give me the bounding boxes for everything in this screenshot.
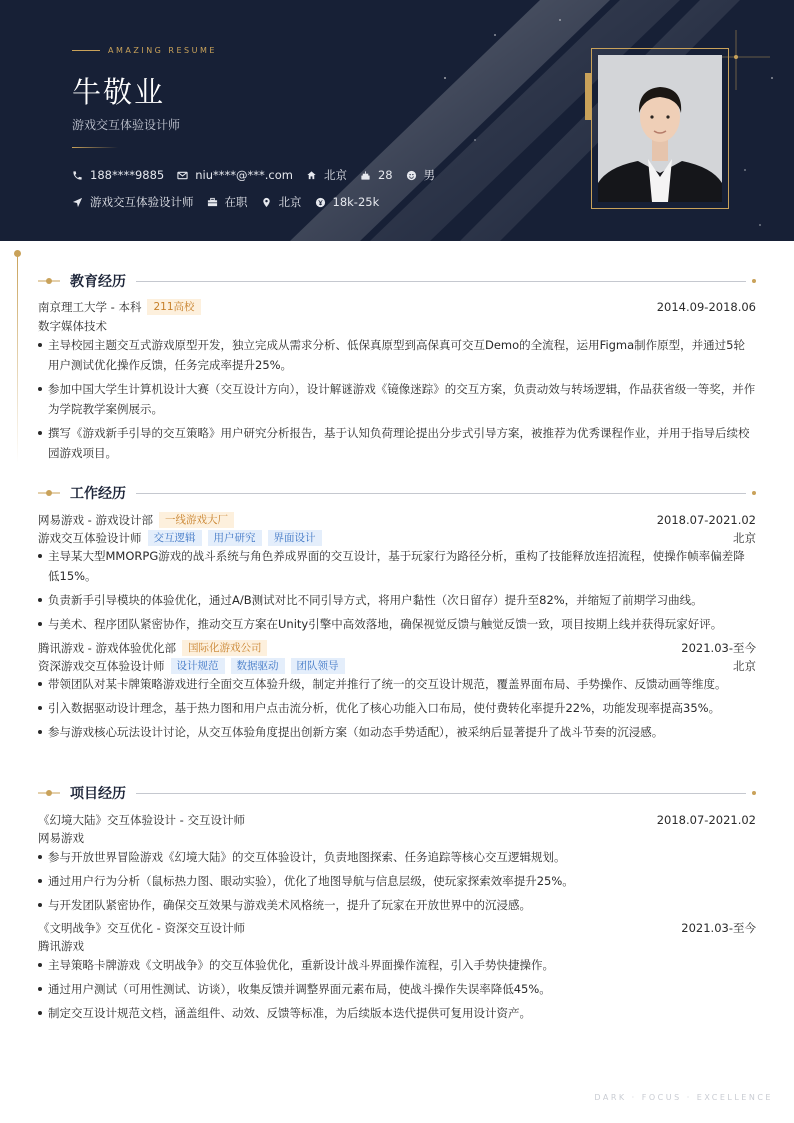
skill-tag: 团队领导 [291,658,345,674]
project-name: 《幻境大陆》交互体验设计 - 交互设计师 [38,813,245,827]
job-role: 资深游戏交互体验设计师 [38,659,165,673]
section-projects-header [38,783,756,803]
salary-item: 18k-25k [315,195,380,209]
list-item: 参与游戏核心玩法设计讨论，从交互体验角度提出创新方案（如动态手势适配），被采纳后显著提升了战斗节奏的沉浸感。 [38,722,756,742]
work-entry-header [38,512,756,528]
list-item: 参加中国大学生计算机设计大赛（交互设计方向），设计解谜游戏《镜像迷踪》的交互方案，负责动效与转场逻辑，作品获省级一等奖，并作为学院教学案例展示。 [38,379,756,419]
job-intent-row [72,194,392,210]
section-title: 工作经历 [70,486,126,502]
avatar [598,55,722,202]
list-item: 负责新手引导模块的体验优化，通过A/B测试对比不同引导方式，将用户黏性（次日留存）提升至82%，并缩短了前期学习曲线。 [38,590,756,610]
cake-icon [360,170,371,181]
header-tagline: AMAZING RESUME [72,46,217,55]
education-bullets [38,335,756,467]
target-role-item: 游戏交互体验设计师 [72,194,194,210]
mail-icon [177,170,188,181]
work-city: 北京 [733,531,756,545]
skill-tag: 交互逻辑 [148,530,202,546]
section-title: 教育经历 [70,274,126,290]
list-item: 通过用户测试（可用性测试、访谈），收集反馈并调整界面元素布局，使战斗操作失误率降低45%。 [38,979,756,999]
list-item: 引入数据驱动设计理念，基于热力图和用户点击流分析，优化了核心功能入口布局，使付费转化率提升22%，功能发现率提高35%。 [38,698,756,718]
target-city-item: 北京 [261,194,302,210]
skill-tag: 用户研究 [208,530,262,546]
company-name: 网易游戏 - 游戏设计部 [38,513,153,527]
section-marker-icon [38,276,60,286]
phone-icon [72,170,83,181]
list-item: 与美术、程序团队紧密协作，推动交互方案在Unity引擎中高效落地，确保视觉反馈与触觉反馈一致，项目按期上线并获得玩家好评。 [38,614,756,634]
section-marker-icon [38,488,60,498]
list-item: 主导校园主题交互式游戏原型开发，独立完成从需求分析、低保真原型到高保真可交互Demo的全流程，运用Figma制作原型，并通过5轮用户测试优化操作反馈，任务完成率提升25%。 [38,335,756,375]
work-period: 2018.07-2021.02 [656,513,756,527]
list-item: 参与开放世界冒险游戏《幻境大陆》的交互体验设计，负责地图探索、任务追踪等核心交互逻辑规划。 [38,847,756,867]
project-org: 腾讯游戏 [38,939,84,953]
skill-tag: 数据驱动 [231,658,285,674]
phone-item: 188****9885 [72,168,164,182]
project-bullets [38,847,756,919]
send-icon [72,197,83,208]
company-tag: 一线游戏大厂 [159,512,234,528]
list-item: 主导策略卡牌游戏《文明战争》的交互体验优化，重新设计战斗界面操作流程，引入手势快捷操作。 [38,955,756,975]
company-name: 腾讯游戏 - 游戏体验优化部 [38,641,176,655]
contact-row [72,167,448,183]
skill-tag: 界面设计 [268,530,322,546]
education-major-row [38,318,756,334]
school-tag: 211高校 [147,299,200,315]
project-name: 《文明战争》交互优化 - 资深交互设计师 [38,921,245,935]
company-tag: 国际化游戏公司 [182,640,268,656]
list-item: 主导某大型MMORPG游戏的战斗系统与角色养成界面的交互设计，基于玩家行为路径分析，重构了技能释放连招流程，使操作帧率偏差降低15%。 [38,546,756,586]
resume-header [0,0,794,241]
section-divider [136,493,746,494]
section-education-header [38,271,756,291]
gender-item: 男 [406,167,436,183]
project-entry-header [38,920,756,936]
list-item: 与开发团队紧密协作，确保交互效果与游戏美术风格统一，提升了玩家在开放世界中的沉浸感。 [38,895,756,915]
status-item: 在职 [207,194,248,210]
coin-icon [315,197,326,208]
education-period: 2014.09-2018.06 [656,300,756,314]
smile-icon [406,170,417,181]
project-period: 2018.07-2021.02 [656,813,756,827]
education-entry [38,299,756,315]
project-org: 网易游戏 [38,831,84,845]
skill-tag: 设计规范 [171,658,225,674]
work-bullets [38,546,756,638]
candidate-name: 牛敬业 [72,75,166,109]
list-item: 带领团队对某卡牌策略游戏进行全面交互体验升级，制定并推行了统一的交互设计规范，覆盖界面布局、手势操作、反馈动画等维度。 [38,674,756,694]
section-title: 项目经历 [70,786,126,802]
school-name: 南京理工大学 - 本科 [38,300,142,314]
project-entry-header [38,812,756,828]
job-role: 游戏交互体验设计师 [38,531,142,545]
age-item: 28 [360,168,393,182]
side-timeline-dot [14,250,21,257]
project-bullets [38,955,756,1027]
email-item: niu****@***.com [177,168,293,182]
section-work-header [38,483,756,503]
candidate-title: 游戏交互体验设计师 [72,118,181,132]
work-bullets [38,674,756,746]
education-major: 数字媒体技术 [38,319,107,333]
home-icon [306,170,317,181]
project-org-row [38,938,756,954]
work-period: 2021.03-至今 [681,641,756,655]
section-end-dot [752,791,756,795]
work-role-row [38,658,756,674]
section-end-dot [752,491,756,495]
list-item: 通过用户行为分析（鼠标热力图、眼动实验），优化了地图导航与信息层级，使玩家探索效率提升25%。 [38,871,756,891]
location-pin-icon [261,197,272,208]
project-org-row [38,830,756,846]
section-marker-icon [38,788,60,798]
footer-motto: DARK · FOCUS · EXCELLENCE [594,1093,773,1102]
city-item: 北京 [306,167,347,183]
list-item: 撰写《游戏新手引导的交互策略》用户研究分析报告，基于认知负荷理论提出分步式引导方案，被推荐为优秀课程作业，并用于指导后续校园游戏项目。 [38,423,756,463]
work-entry-header [38,640,756,656]
side-timeline [17,253,18,463]
section-end-dot [752,279,756,283]
avatar-portrait [598,55,722,202]
work-role-row [38,530,756,546]
list-item: 制定交互设计规范文档，涵盖组件、动效、反馈等标准，为后续版本迭代提供可复用设计资产。 [38,1003,756,1023]
title-underline [72,147,118,148]
briefcase-icon [207,197,218,208]
project-period: 2021.03-至今 [681,921,756,935]
work-city: 北京 [733,659,756,673]
section-divider [136,793,746,794]
section-divider [136,281,746,282]
